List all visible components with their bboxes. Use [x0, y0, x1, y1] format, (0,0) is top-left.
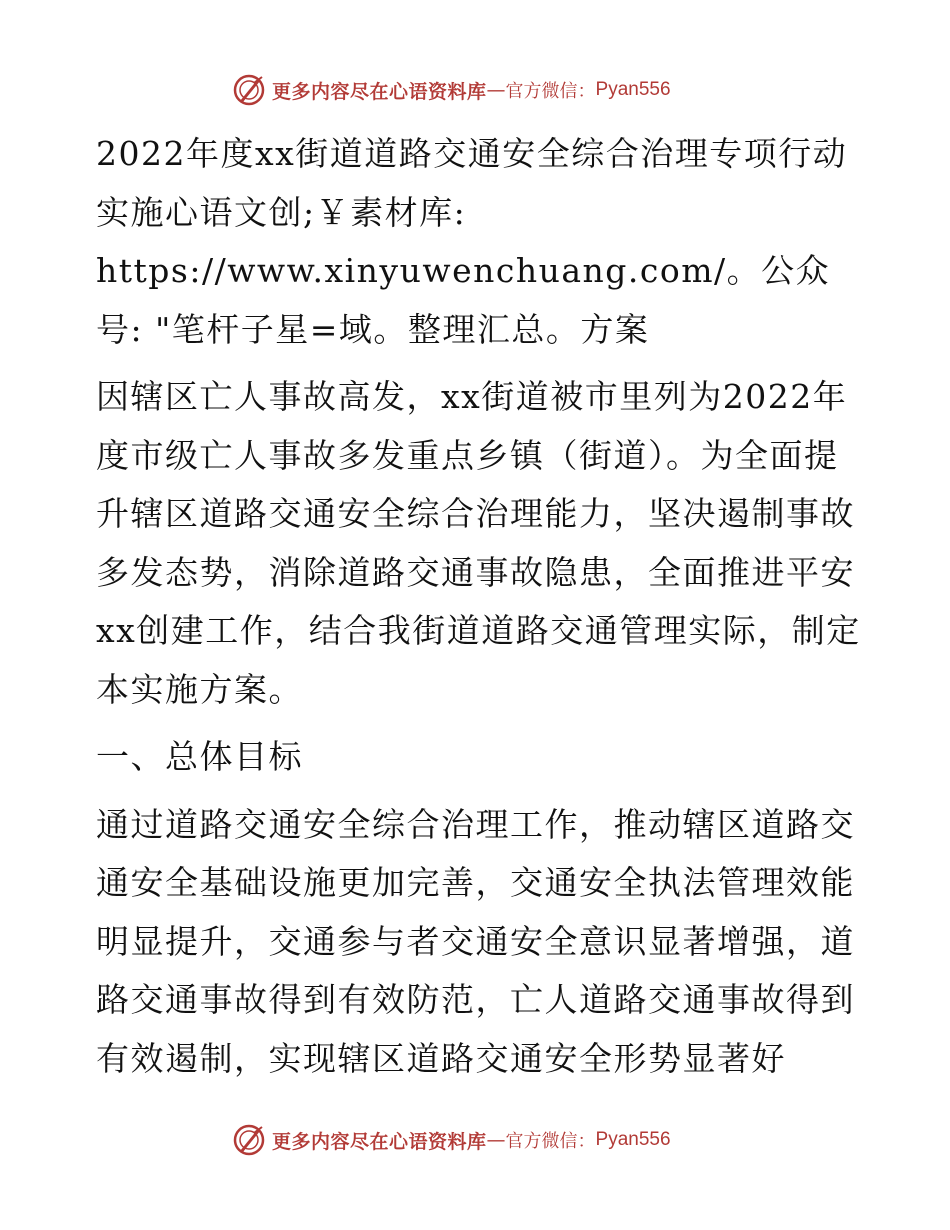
document-body: [96, 125, 862, 1088]
watermark-separator: —: [486, 79, 506, 101]
watermark-id: Pyan556: [595, 79, 671, 100]
watermark-separator: —: [486, 1129, 506, 1151]
document-title-paragraph: 2022年度xx街道道路交通安全综合治理专项行动实施心语文创;￥素材库: https://www.xinyuwenchuang.com/。公众号: "笔杆子星=域。整理汇总。方案: [96, 134, 848, 349]
feather-pen-seal-icon: [232, 73, 266, 107]
watermark-label: 官方微信：: [505, 1131, 596, 1152]
intro-paragraph: 因辖区亡人事故高发，xx街道被市里列为2022年度市级亡人事故多发重点乡镇（街道）。为全面提升辖区道路交通安全综合治理能力，坚决遏制事故多发态势，消除道路交通事故隐患，全面推进平安xx创建工作，结合我街道道路交通管理实际，制定本实施方案。: [96, 377, 861, 709]
feather-pen-seal-icon: [232, 1123, 266, 1157]
header-watermark: [232, 72, 671, 108]
footer-watermark: [232, 1122, 671, 1158]
watermark-text: 更多内容尽在心语资料库: [272, 1130, 487, 1153]
section-heading: 一、总体目标: [96, 737, 303, 776]
watermark-text: 更多内容尽在心语资料库: [272, 80, 487, 103]
goal-paragraph: 通过道路交通安全综合治理工作，推动辖区道路交通安全基础设施更加完善，交通安全执法管理效能明显提升，交通参与者交通安全意识显著增强，道路交通事故得到有效防范，亡人道路交通事故得到有效遏制，实现辖区道路交通安全形势显著好: [96, 804, 855, 1078]
watermark-id: Pyan556: [595, 1129, 671, 1150]
watermark-label: 官方微信：: [505, 81, 596, 102]
